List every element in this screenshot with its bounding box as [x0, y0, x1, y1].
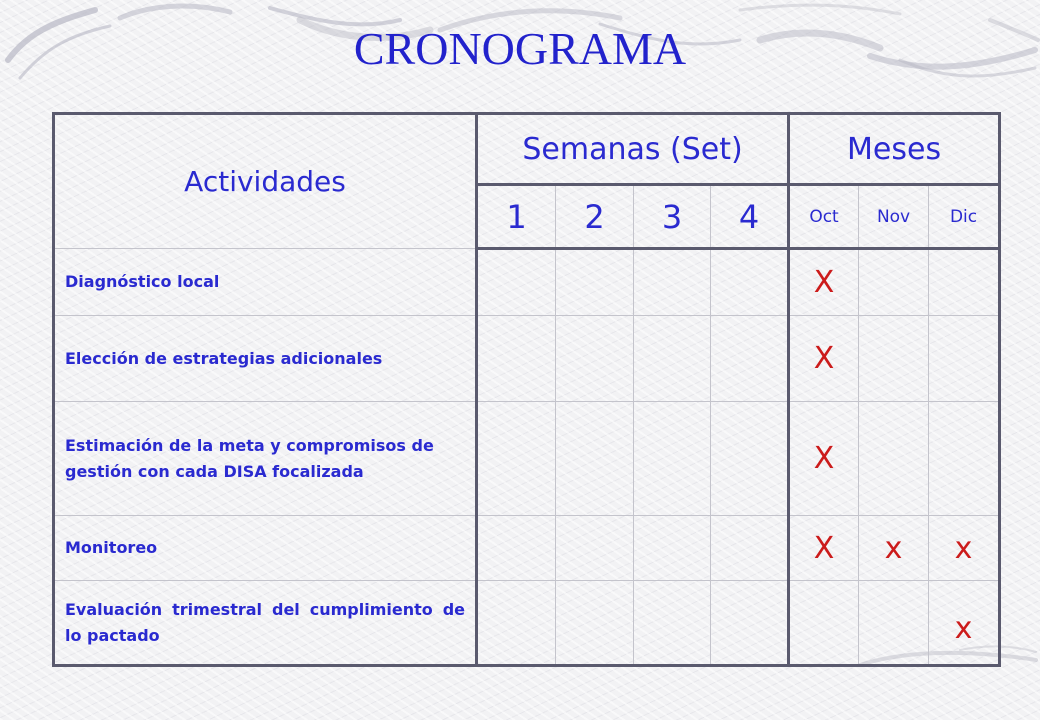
schedule-cell — [634, 516, 711, 581]
month-dic-header: Dic — [929, 185, 1000, 249]
schedule-cell — [859, 402, 929, 516]
activity-label: Evaluación trimestral del cumplimiento de lo pactado — [54, 581, 477, 666]
schedule-cell — [711, 581, 789, 666]
schedule-cell: x — [929, 581, 1000, 666]
schedule-cell — [556, 581, 634, 666]
activity-label: Estimación de la meta y compromisos de gestión con cada DISA focalizada — [54, 402, 477, 516]
schedule-table — [52, 112, 1001, 667]
schedule-cell — [711, 516, 789, 581]
week-4-header: 4 — [711, 185, 789, 249]
schedule-cell — [477, 316, 556, 402]
month-oct-header: Oct — [789, 185, 859, 249]
schedule-cell — [634, 316, 711, 402]
activity-label: Diagnóstico local — [54, 249, 477, 316]
schedule-cell — [556, 249, 634, 316]
week-3-header: 3 — [634, 185, 711, 249]
schedule-cell — [929, 249, 1000, 316]
schedule-cell — [929, 402, 1000, 516]
schedule-cell — [556, 402, 634, 516]
table-row — [54, 516, 1000, 581]
table-row — [54, 581, 1000, 666]
activity-label: Elección de estrategias adicionales — [54, 316, 477, 402]
schedule-cell: X — [789, 249, 859, 316]
table-row — [54, 316, 1000, 402]
activities-header: Actividades — [54, 114, 477, 249]
schedule-cell: X — [789, 316, 859, 402]
table-row — [54, 402, 1000, 516]
week-2-header: 2 — [556, 185, 634, 249]
schedule-cell: x — [859, 516, 929, 581]
schedule-cell — [859, 316, 929, 402]
schedule-cell — [859, 249, 929, 316]
activity-label: Monitoreo — [54, 516, 477, 581]
schedule-cell: x — [929, 516, 1000, 581]
schedule-cell: X — [789, 402, 859, 516]
schedule-cell — [711, 316, 789, 402]
weeks-header: Semanas (Set) — [477, 114, 789, 185]
schedule-cell — [634, 402, 711, 516]
schedule-cell — [711, 402, 789, 516]
schedule-cell — [556, 516, 634, 581]
schedule-cell — [859, 581, 929, 666]
table-row — [54, 249, 1000, 316]
schedule-cell — [477, 402, 556, 516]
week-1-header: 1 — [477, 185, 556, 249]
schedule-cell — [477, 516, 556, 581]
schedule-cell — [711, 249, 789, 316]
schedule-cell — [929, 316, 1000, 402]
schedule-cell — [556, 316, 634, 402]
page-title: CRONOGRAMA — [353, 23, 687, 74]
schedule-cell — [477, 581, 556, 666]
schedule-cell — [789, 581, 859, 666]
schedule-cell: X — [789, 516, 859, 581]
schedule-cell — [634, 249, 711, 316]
months-header: Meses — [789, 114, 1000, 185]
month-nov-header: Nov — [859, 185, 929, 249]
schedule-cell — [477, 249, 556, 316]
schedule-cell — [634, 581, 711, 666]
